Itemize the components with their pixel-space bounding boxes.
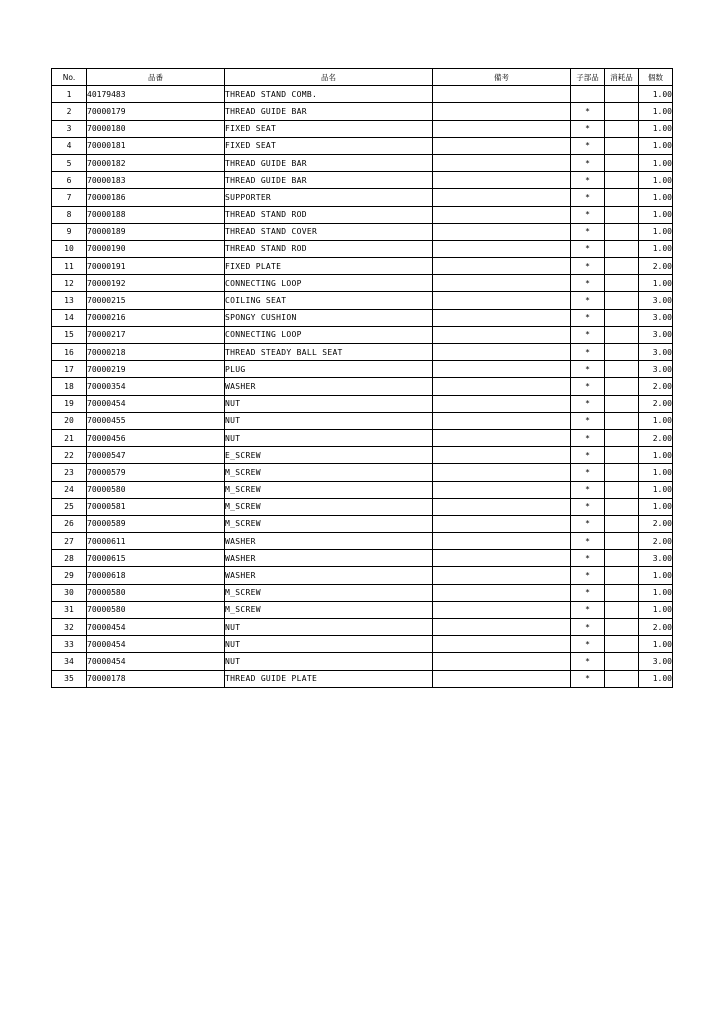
cell-consumable-mark — [605, 275, 639, 292]
cell-remarks — [433, 412, 571, 429]
cell-consumable-mark — [605, 240, 639, 257]
table-row — [52, 567, 673, 584]
table-row — [52, 481, 673, 498]
cell-consumable-mark — [605, 361, 639, 378]
cell-remarks — [433, 395, 571, 412]
cell-quantity: 1.00 — [639, 412, 673, 429]
cell-no: 11 — [52, 258, 87, 275]
cell-part-no: 70000178 — [87, 670, 225, 687]
table-row — [52, 550, 673, 567]
cell-quantity: 1.00 — [639, 189, 673, 206]
cell-remarks — [433, 498, 571, 515]
cell-no: 27 — [52, 533, 87, 550]
table-row — [52, 636, 673, 653]
table-row — [52, 86, 673, 103]
cell-quantity: 1.00 — [639, 601, 673, 618]
cell-remarks — [433, 103, 571, 120]
cell-no: 26 — [52, 515, 87, 532]
cell-consumable-mark — [605, 429, 639, 446]
cell-sub-part-mark: * — [571, 309, 605, 326]
cell-quantity: 2.00 — [639, 429, 673, 446]
cell-sub-part-mark: * — [571, 395, 605, 412]
cell-consumable-mark — [605, 326, 639, 343]
cell-remarks — [433, 464, 571, 481]
cell-part-name: M_SCREW — [225, 601, 433, 618]
table-row — [52, 498, 673, 515]
cell-part-name: THREAD STAND COVER — [225, 223, 433, 240]
cell-consumable-mark — [605, 172, 639, 189]
cell-quantity: 2.00 — [639, 258, 673, 275]
cell-consumable-mark — [605, 223, 639, 240]
table-row — [52, 223, 673, 240]
cell-part-no: 70000182 — [87, 154, 225, 171]
table-row — [52, 154, 673, 171]
cell-part-no: 70000216 — [87, 309, 225, 326]
cell-sub-part-mark: * — [571, 378, 605, 395]
cell-remarks — [433, 550, 571, 567]
cell-part-name: THREAD GUIDE BAR — [225, 103, 433, 120]
cell-part-no: 70000579 — [87, 464, 225, 481]
cell-part-name: THREAD STAND ROD — [225, 240, 433, 257]
cell-quantity: 1.00 — [639, 481, 673, 498]
header-part-name: 品名 — [225, 69, 433, 86]
cell-no: 32 — [52, 619, 87, 636]
cell-sub-part-mark: * — [571, 137, 605, 154]
parts-table-body — [52, 86, 673, 688]
cell-remarks — [433, 137, 571, 154]
cell-sub-part-mark: * — [571, 567, 605, 584]
cell-remarks — [433, 429, 571, 446]
cell-part-no: 70000454 — [87, 653, 225, 670]
header-row — [52, 69, 673, 86]
cell-no: 30 — [52, 584, 87, 601]
cell-sub-part-mark: * — [571, 361, 605, 378]
cell-remarks — [433, 515, 571, 532]
cell-remarks — [433, 344, 571, 361]
cell-part-no: 70000189 — [87, 223, 225, 240]
cell-consumable-mark — [605, 395, 639, 412]
cell-consumable-mark — [605, 464, 639, 481]
cell-part-name: FIXED PLATE — [225, 258, 433, 275]
cell-part-name: WASHER — [225, 533, 433, 550]
cell-consumable-mark — [605, 670, 639, 687]
cell-quantity: 1.00 — [639, 120, 673, 137]
cell-part-no: 70000180 — [87, 120, 225, 137]
cell-part-name: THREAD STAND ROD — [225, 206, 433, 223]
cell-sub-part-mark: * — [571, 120, 605, 137]
cell-consumable-mark — [605, 653, 639, 670]
table-row — [52, 515, 673, 532]
cell-quantity: 3.00 — [639, 344, 673, 361]
cell-no: 28 — [52, 550, 87, 567]
cell-sub-part-mark: * — [571, 189, 605, 206]
cell-quantity: 1.00 — [639, 103, 673, 120]
table-row — [52, 584, 673, 601]
cell-part-no: 70000192 — [87, 275, 225, 292]
cell-sub-part-mark — [571, 86, 605, 103]
cell-no: 2 — [52, 103, 87, 120]
cell-remarks — [433, 670, 571, 687]
cell-no: 33 — [52, 636, 87, 653]
cell-part-no: 70000179 — [87, 103, 225, 120]
table-row — [52, 464, 673, 481]
cell-remarks — [433, 653, 571, 670]
cell-quantity: 2.00 — [639, 515, 673, 532]
table-row — [52, 137, 673, 154]
cell-part-no: 70000454 — [87, 636, 225, 653]
cell-sub-part-mark: * — [571, 550, 605, 567]
cell-quantity: 1.00 — [639, 567, 673, 584]
table-row — [52, 309, 673, 326]
cell-part-no: 70000454 — [87, 395, 225, 412]
cell-remarks — [433, 378, 571, 395]
cell-part-no: 70000580 — [87, 601, 225, 618]
cell-no: 16 — [52, 344, 87, 361]
cell-consumable-mark — [605, 412, 639, 429]
cell-no: 20 — [52, 412, 87, 429]
cell-consumable-mark — [605, 120, 639, 137]
cell-part-name: WASHER — [225, 550, 433, 567]
cell-remarks — [433, 636, 571, 653]
table-row — [52, 120, 673, 137]
cell-part-no: 40179483 — [87, 86, 225, 103]
cell-quantity: 3.00 — [639, 550, 673, 567]
cell-no: 21 — [52, 429, 87, 446]
cell-quantity: 1.00 — [639, 464, 673, 481]
cell-sub-part-mark: * — [571, 653, 605, 670]
cell-part-no: 70000190 — [87, 240, 225, 257]
cell-quantity: 1.00 — [639, 240, 673, 257]
cell-consumable-mark — [605, 206, 639, 223]
cell-no: 5 — [52, 154, 87, 171]
cell-consumable-mark — [605, 309, 639, 326]
cell-quantity: 1.00 — [639, 636, 673, 653]
cell-part-name: FIXED SEAT — [225, 137, 433, 154]
cell-quantity: 3.00 — [639, 292, 673, 309]
cell-no: 14 — [52, 309, 87, 326]
table-row — [52, 172, 673, 189]
cell-sub-part-mark: * — [571, 636, 605, 653]
cell-part-name: COILING SEAT — [225, 292, 433, 309]
table-row — [52, 429, 673, 446]
cell-sub-part-mark: * — [571, 344, 605, 361]
cell-remarks — [433, 481, 571, 498]
cell-sub-part-mark: * — [571, 326, 605, 343]
header-part-no: 品番 — [87, 69, 225, 86]
cell-sub-part-mark: * — [571, 429, 605, 446]
cell-part-name: PLUG — [225, 361, 433, 378]
table-row — [52, 670, 673, 687]
cell-remarks — [433, 567, 571, 584]
cell-remarks — [433, 584, 571, 601]
cell-sub-part-mark: * — [571, 206, 605, 223]
cell-part-name: WASHER — [225, 378, 433, 395]
cell-remarks — [433, 275, 571, 292]
cell-no: 4 — [52, 137, 87, 154]
cell-part-no: 70000547 — [87, 447, 225, 464]
cell-part-name: M_SCREW — [225, 498, 433, 515]
cell-no: 22 — [52, 447, 87, 464]
cell-part-name: M_SCREW — [225, 481, 433, 498]
table-row — [52, 206, 673, 223]
cell-sub-part-mark: * — [571, 275, 605, 292]
cell-sub-part-mark: * — [571, 412, 605, 429]
table-row — [52, 601, 673, 618]
cell-sub-part-mark: * — [571, 223, 605, 240]
cell-no: 8 — [52, 206, 87, 223]
cell-no: 31 — [52, 601, 87, 618]
cell-consumable-mark — [605, 515, 639, 532]
cell-part-name: E_SCREW — [225, 447, 433, 464]
table-row — [52, 240, 673, 257]
cell-no: 29 — [52, 567, 87, 584]
cell-no: 9 — [52, 223, 87, 240]
cell-no: 25 — [52, 498, 87, 515]
cell-quantity: 1.00 — [639, 498, 673, 515]
table-row — [52, 447, 673, 464]
cell-part-no: 70000219 — [87, 361, 225, 378]
header-consumable: 消耗品 — [605, 69, 639, 86]
cell-quantity: 1.00 — [639, 670, 673, 687]
cell-part-no: 70000354 — [87, 378, 225, 395]
cell-part-name: NUT — [225, 412, 433, 429]
cell-part-no: 70000611 — [87, 533, 225, 550]
cell-remarks — [433, 309, 571, 326]
cell-quantity: 3.00 — [639, 653, 673, 670]
cell-part-name: THREAD GUIDE BAR — [225, 154, 433, 171]
cell-remarks — [433, 172, 571, 189]
cell-sub-part-mark: * — [571, 515, 605, 532]
cell-remarks — [433, 619, 571, 636]
cell-remarks — [433, 189, 571, 206]
cell-quantity: 1.00 — [639, 86, 673, 103]
cell-remarks — [433, 326, 571, 343]
cell-quantity: 1.00 — [639, 447, 673, 464]
cell-part-name: SUPPORTER — [225, 189, 433, 206]
cell-part-name: THREAD STAND COMB. — [225, 86, 433, 103]
cell-part-name: CONNECTING LOOP — [225, 275, 433, 292]
cell-part-name: NUT — [225, 429, 433, 446]
cell-no: 24 — [52, 481, 87, 498]
table-row — [52, 653, 673, 670]
table-row — [52, 378, 673, 395]
table-row — [52, 326, 673, 343]
cell-consumable-mark — [605, 619, 639, 636]
cell-no: 13 — [52, 292, 87, 309]
cell-part-no: 70000455 — [87, 412, 225, 429]
cell-quantity: 1.00 — [639, 223, 673, 240]
cell-part-name: CONNECTING LOOP — [225, 326, 433, 343]
cell-no: 23 — [52, 464, 87, 481]
cell-no: 12 — [52, 275, 87, 292]
cell-part-no: 70000454 — [87, 619, 225, 636]
cell-part-no: 70000581 — [87, 498, 225, 515]
cell-sub-part-mark: * — [571, 498, 605, 515]
cell-remarks — [433, 120, 571, 137]
header-quantity: 個数 — [639, 69, 673, 86]
cell-sub-part-mark: * — [571, 601, 605, 618]
cell-remarks — [433, 206, 571, 223]
parts-list-table — [51, 68, 673, 688]
cell-sub-part-mark: * — [571, 670, 605, 687]
cell-no: 35 — [52, 670, 87, 687]
cell-no: 1 — [52, 86, 87, 103]
cell-sub-part-mark: * — [571, 258, 605, 275]
cell-remarks — [433, 292, 571, 309]
cell-remarks — [433, 240, 571, 257]
cell-consumable-mark — [605, 550, 639, 567]
cell-quantity: 1.00 — [639, 154, 673, 171]
cell-no: 34 — [52, 653, 87, 670]
cell-sub-part-mark: * — [571, 481, 605, 498]
cell-consumable-mark — [605, 601, 639, 618]
cell-no: 18 — [52, 378, 87, 395]
cell-part-name: NUT — [225, 395, 433, 412]
cell-consumable-mark — [605, 189, 639, 206]
cell-consumable-mark — [605, 344, 639, 361]
header-no: No. — [52, 69, 87, 86]
cell-part-no: 70000183 — [87, 172, 225, 189]
cell-no: 15 — [52, 326, 87, 343]
cell-part-name: FIXED SEAT — [225, 120, 433, 137]
cell-part-no: 70000218 — [87, 344, 225, 361]
cell-consumable-mark — [605, 137, 639, 154]
cell-part-no: 70000217 — [87, 326, 225, 343]
cell-part-name: M_SCREW — [225, 464, 433, 481]
cell-part-name: NUT — [225, 619, 433, 636]
cell-sub-part-mark: * — [571, 292, 605, 309]
cell-consumable-mark — [605, 292, 639, 309]
cell-sub-part-mark: * — [571, 619, 605, 636]
cell-part-no: 70000191 — [87, 258, 225, 275]
table-row — [52, 395, 673, 412]
cell-part-no: 70000618 — [87, 567, 225, 584]
cell-sub-part-mark: * — [571, 172, 605, 189]
cell-part-name: THREAD GUIDE PLATE — [225, 670, 433, 687]
cell-consumable-mark — [605, 86, 639, 103]
cell-part-name: NUT — [225, 653, 433, 670]
cell-consumable-mark — [605, 636, 639, 653]
table-row — [52, 292, 673, 309]
table-row — [52, 258, 673, 275]
cell-remarks — [433, 601, 571, 618]
cell-quantity: 2.00 — [639, 619, 673, 636]
table-row — [52, 189, 673, 206]
cell-remarks — [433, 258, 571, 275]
cell-quantity: 1.00 — [639, 172, 673, 189]
cell-part-no: 70000580 — [87, 481, 225, 498]
cell-consumable-mark — [605, 103, 639, 120]
cell-remarks — [433, 86, 571, 103]
cell-part-no: 70000580 — [87, 584, 225, 601]
cell-sub-part-mark: * — [571, 533, 605, 550]
cell-part-no: 70000456 — [87, 429, 225, 446]
cell-consumable-mark — [605, 447, 639, 464]
cell-quantity: 3.00 — [639, 361, 673, 378]
table-row — [52, 344, 673, 361]
cell-sub-part-mark: * — [571, 447, 605, 464]
cell-part-name: WASHER — [225, 567, 433, 584]
cell-no: 6 — [52, 172, 87, 189]
cell-part-no: 70000186 — [87, 189, 225, 206]
cell-part-name: M_SCREW — [225, 515, 433, 532]
cell-part-no: 70000589 — [87, 515, 225, 532]
header-sub-part: 子部品 — [571, 69, 605, 86]
cell-remarks — [433, 447, 571, 464]
cell-quantity: 1.00 — [639, 584, 673, 601]
table-row — [52, 533, 673, 550]
cell-consumable-mark — [605, 498, 639, 515]
cell-part-name: NUT — [225, 636, 433, 653]
table-row — [52, 275, 673, 292]
cell-sub-part-mark: * — [571, 240, 605, 257]
cell-consumable-mark — [605, 378, 639, 395]
table-row — [52, 103, 673, 120]
cell-part-name: SPONGY CUSHION — [225, 309, 433, 326]
cell-remarks — [433, 361, 571, 378]
cell-part-no: 70000181 — [87, 137, 225, 154]
cell-remarks — [433, 223, 571, 240]
cell-sub-part-mark: * — [571, 464, 605, 481]
cell-remarks — [433, 533, 571, 550]
cell-no: 19 — [52, 395, 87, 412]
cell-part-name: THREAD GUIDE BAR — [225, 172, 433, 189]
cell-no: 17 — [52, 361, 87, 378]
cell-sub-part-mark: * — [571, 584, 605, 601]
cell-no: 7 — [52, 189, 87, 206]
cell-part-no: 70000188 — [87, 206, 225, 223]
table-row — [52, 619, 673, 636]
header-remarks: 備考 — [433, 69, 571, 86]
cell-sub-part-mark: * — [571, 154, 605, 171]
cell-consumable-mark — [605, 567, 639, 584]
cell-quantity: 1.00 — [639, 137, 673, 154]
cell-remarks — [433, 154, 571, 171]
cell-no: 10 — [52, 240, 87, 257]
cell-consumable-mark — [605, 481, 639, 498]
cell-quantity: 3.00 — [639, 326, 673, 343]
cell-consumable-mark — [605, 258, 639, 275]
cell-part-name: THREAD STEADY BALL SEAT — [225, 344, 433, 361]
table-row — [52, 412, 673, 429]
cell-quantity: 1.00 — [639, 275, 673, 292]
cell-consumable-mark — [605, 584, 639, 601]
cell-no: 3 — [52, 120, 87, 137]
cell-consumable-mark — [605, 533, 639, 550]
cell-quantity: 3.00 — [639, 309, 673, 326]
cell-part-name: M_SCREW — [225, 584, 433, 601]
cell-quantity: 2.00 — [639, 533, 673, 550]
cell-consumable-mark — [605, 154, 639, 171]
table-row — [52, 361, 673, 378]
cell-quantity: 2.00 — [639, 395, 673, 412]
cell-part-no: 70000215 — [87, 292, 225, 309]
cell-part-no: 70000615 — [87, 550, 225, 567]
cell-sub-part-mark: * — [571, 103, 605, 120]
cell-quantity: 1.00 — [639, 206, 673, 223]
cell-quantity: 2.00 — [639, 378, 673, 395]
